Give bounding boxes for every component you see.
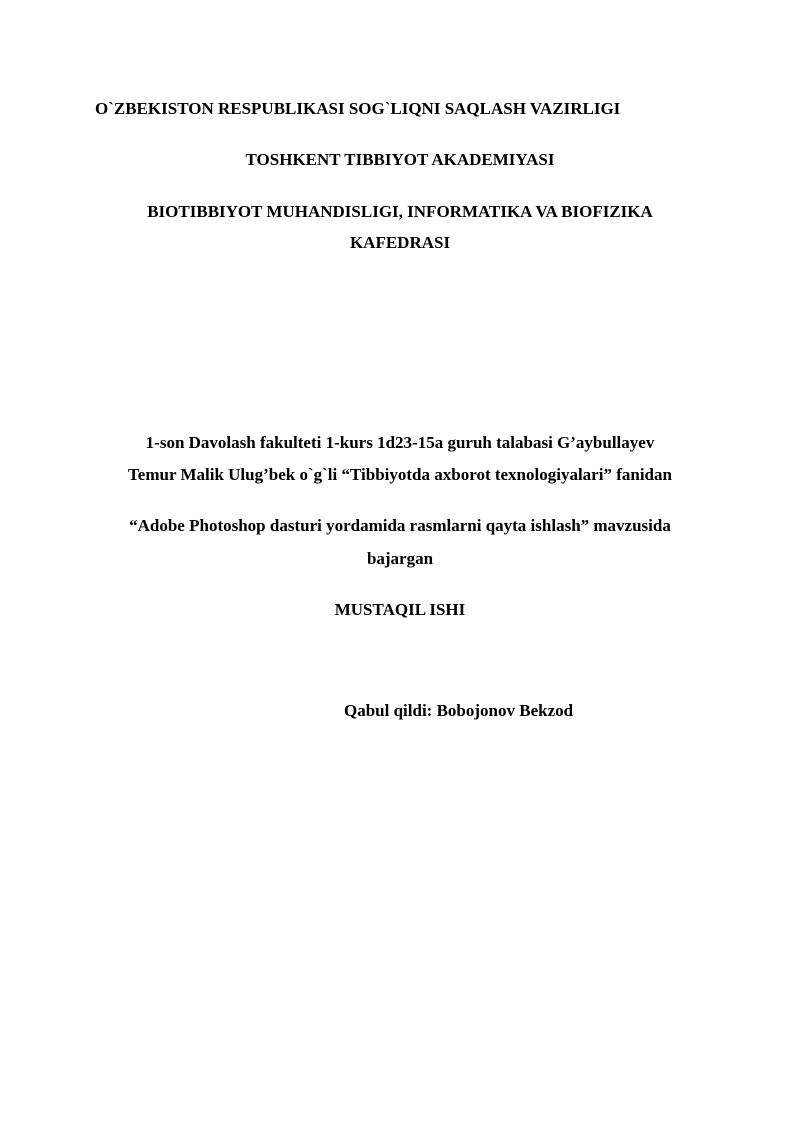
department-title-line2: KAFEDRASI — [349, 233, 451, 252]
academy-title: TOSHKENT TIBBIYOT AKADEMIYASI — [245, 150, 555, 169]
student-info-line2: Temur Malik Ulug’bek o`g`li “Tibbiyotda axborot texnologiyalari” fanidan — [128, 465, 672, 484]
accepted-by: Qabul qildi: Bobojonov Bekzod — [344, 701, 574, 720]
topic-line1: “Adobe Photoshop dasturi yordamida rasmlarni qayta ishlash” mavzusida — [129, 516, 671, 535]
work-title: MUSTAQIL ISHI — [334, 600, 466, 619]
department-title-line1: BIOTIBBIYOT MUHANDISLIGI, INFORMATIKA VA BIOFIZIKA — [147, 202, 653, 221]
topic-line2: bajargan — [366, 549, 434, 568]
ministry-title: O`ZBEKISTON RESPUBLIKASI SOG`LIQNI SAQLASH VAZIRLIGI — [95, 99, 621, 118]
student-info-line1: 1-son Davolash fakulteti 1-kurs 1d23-15a guruh talabasi G’aybullayev — [145, 433, 655, 452]
